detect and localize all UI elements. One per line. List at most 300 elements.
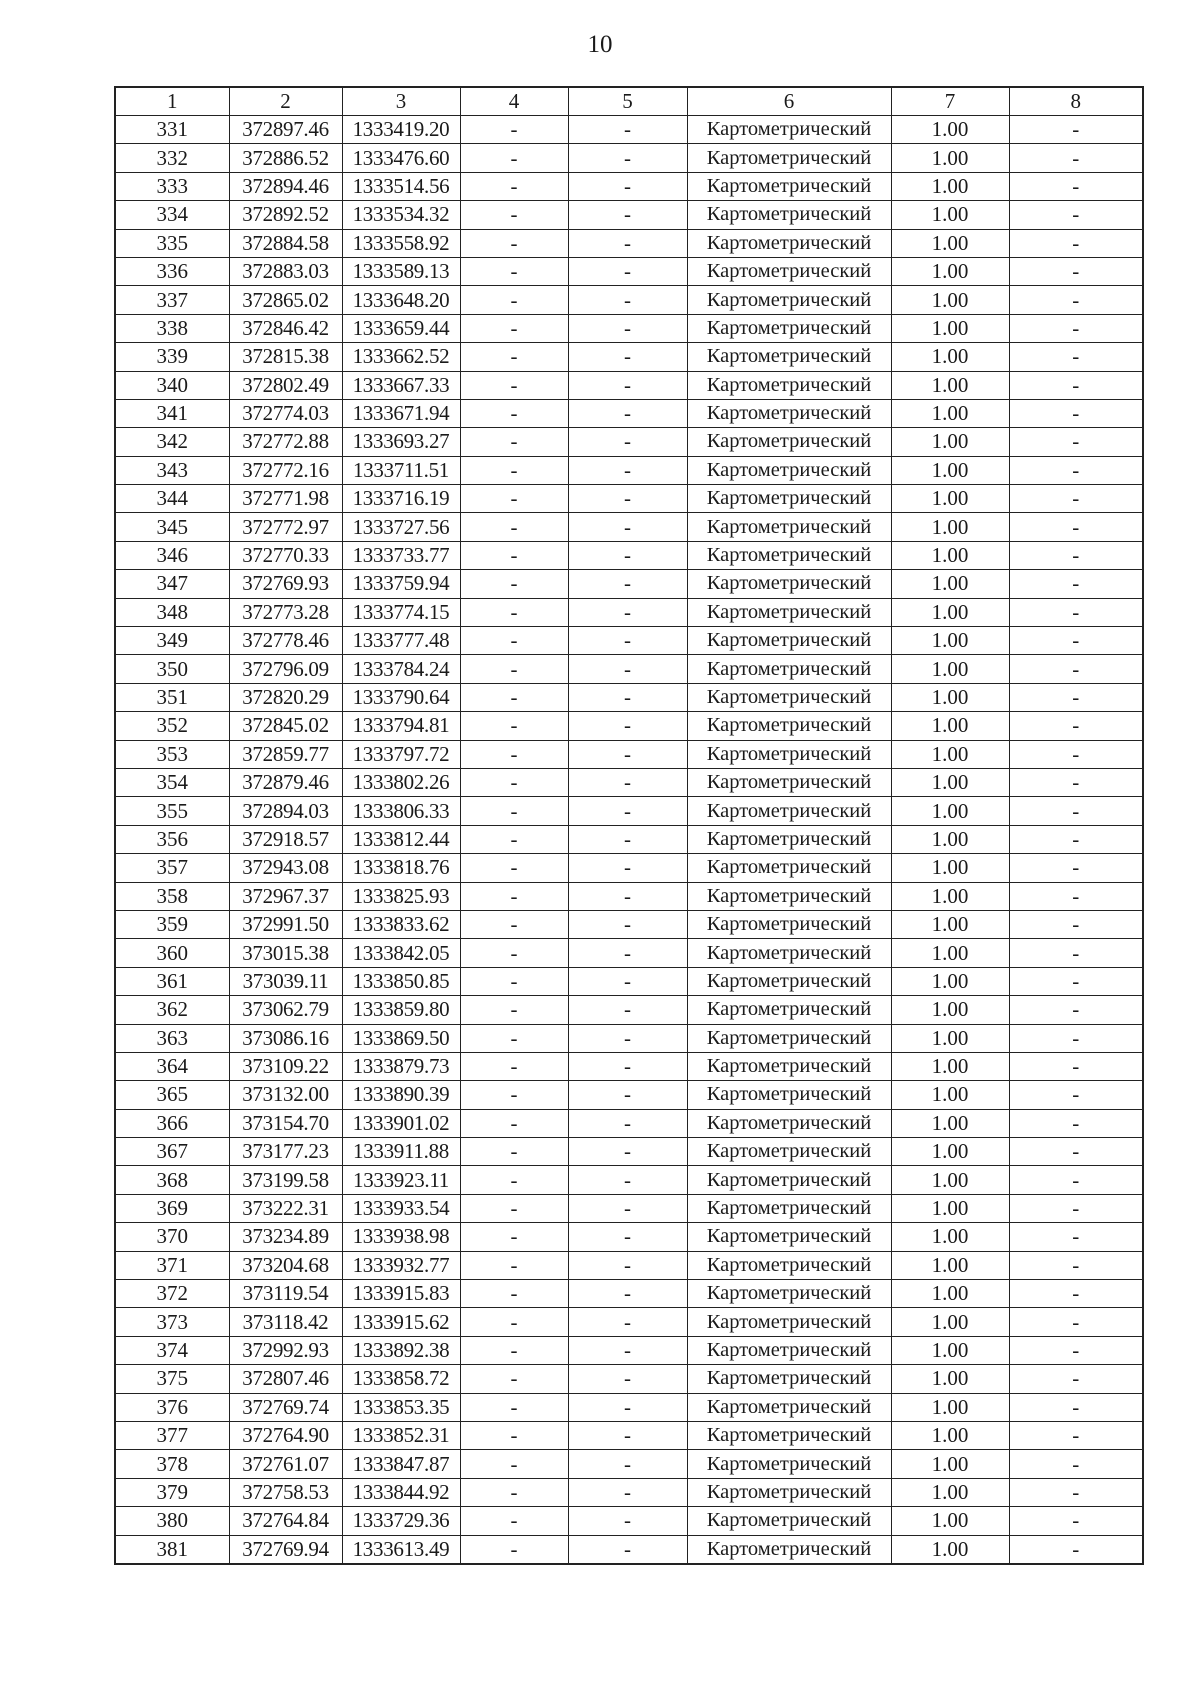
precision-cell: 1.00: [891, 314, 1009, 342]
coord-y-cell: 1333777.48: [342, 627, 460, 655]
coord-x-cell: 373199.58: [229, 1166, 342, 1194]
precision-cell: 1.00: [891, 1421, 1009, 1449]
coord-x-cell: 372764.90: [229, 1421, 342, 1449]
col-5-cell: -: [568, 1223, 687, 1251]
col-8-cell: -: [1009, 1109, 1143, 1137]
column-header-1: 1: [115, 87, 229, 116]
precision-cell: 1.00: [891, 1535, 1009, 1564]
col-5-cell: -: [568, 996, 687, 1024]
table-row: [115, 740, 1143, 768]
precision-cell: 1.00: [891, 172, 1009, 200]
table-row: [115, 144, 1143, 172]
col-8-cell: -: [1009, 1166, 1143, 1194]
precision-cell: 1.00: [891, 541, 1009, 569]
point-number-cell: 377: [115, 1421, 229, 1449]
col-8-cell: -: [1009, 1308, 1143, 1336]
coord-y-cell: 1333589.13: [342, 257, 460, 285]
point-number-cell: 350: [115, 655, 229, 683]
point-number-cell: 339: [115, 343, 229, 371]
coord-x-cell: 372815.38: [229, 343, 342, 371]
col-5-cell: -: [568, 1507, 687, 1535]
col-8-cell: -: [1009, 598, 1143, 626]
col-4-cell: -: [460, 1535, 568, 1564]
point-number-cell: 375: [115, 1365, 229, 1393]
col-8-cell: -: [1009, 513, 1143, 541]
col-8-cell: -: [1009, 1024, 1143, 1052]
col-8-cell: -: [1009, 428, 1143, 456]
point-number-cell: 365: [115, 1081, 229, 1109]
coord-y-cell: 1333915.62: [342, 1308, 460, 1336]
table-row: [115, 967, 1143, 995]
method-cell: Картометрический: [687, 655, 891, 683]
col-8-cell: -: [1009, 570, 1143, 598]
precision-cell: 1.00: [891, 1138, 1009, 1166]
col-8-cell: -: [1009, 541, 1143, 569]
point-number-cell: 372: [115, 1280, 229, 1308]
point-number-cell: 338: [115, 314, 229, 342]
table-row: [115, 116, 1143, 144]
coord-y-cell: 1333693.27: [342, 428, 460, 456]
method-cell: Картометрический: [687, 343, 891, 371]
point-number-cell: 354: [115, 768, 229, 796]
table-row: [115, 712, 1143, 740]
table-row: [115, 343, 1143, 371]
precision-cell: 1.00: [891, 1081, 1009, 1109]
coord-y-cell: 1333859.80: [342, 996, 460, 1024]
coord-x-cell: 372796.09: [229, 655, 342, 683]
coord-x-cell: 373222.31: [229, 1194, 342, 1222]
table-row: [115, 1109, 1143, 1137]
point-number-cell: 380: [115, 1507, 229, 1535]
coord-y-cell: 1333729.36: [342, 1507, 460, 1535]
table-row: [115, 1194, 1143, 1222]
col-4-cell: -: [460, 1223, 568, 1251]
method-cell: Картометрический: [687, 910, 891, 938]
col-4-cell: -: [460, 825, 568, 853]
col-5-cell: -: [568, 513, 687, 541]
table-row: [115, 825, 1143, 853]
column-header-3: 3: [342, 87, 460, 116]
col-4-cell: -: [460, 1280, 568, 1308]
col-8-cell: -: [1009, 144, 1143, 172]
col-8-cell: -: [1009, 201, 1143, 229]
point-number-cell: 336: [115, 257, 229, 285]
column-header-8: 8: [1009, 87, 1143, 116]
column-header-5: 5: [568, 87, 687, 116]
col-5-cell: -: [568, 1308, 687, 1336]
table-row: [115, 257, 1143, 285]
table-row: [115, 683, 1143, 711]
method-cell: Картометрический: [687, 257, 891, 285]
table-header-row: [115, 87, 1143, 116]
coord-y-cell: 1333869.50: [342, 1024, 460, 1052]
coord-x-cell: 372771.98: [229, 485, 342, 513]
col-5-cell: -: [568, 1478, 687, 1506]
point-number-cell: 366: [115, 1109, 229, 1137]
coord-x-cell: 372967.37: [229, 882, 342, 910]
col-5-cell: -: [568, 967, 687, 995]
coord-y-cell: 1333711.51: [342, 456, 460, 484]
precision-cell: 1.00: [891, 229, 1009, 257]
table-row: [115, 1450, 1143, 1478]
col-4-cell: -: [460, 996, 568, 1024]
precision-cell: 1.00: [891, 1251, 1009, 1279]
col-5-cell: -: [568, 1336, 687, 1364]
point-number-cell: 332: [115, 144, 229, 172]
precision-cell: 1.00: [891, 1365, 1009, 1393]
coord-x-cell: 372992.93: [229, 1336, 342, 1364]
col-5-cell: -: [568, 768, 687, 796]
table-body: [115, 116, 1143, 1564]
method-cell: Картометрический: [687, 1138, 891, 1166]
col-8-cell: -: [1009, 1421, 1143, 1449]
table-row: [115, 768, 1143, 796]
col-5-cell: -: [568, 910, 687, 938]
coord-x-cell: 372769.93: [229, 570, 342, 598]
col-4-cell: -: [460, 1024, 568, 1052]
method-cell: Картометрический: [687, 1421, 891, 1449]
coord-x-cell: 372820.29: [229, 683, 342, 711]
table-row: [115, 399, 1143, 427]
point-number-cell: 337: [115, 286, 229, 314]
col-8-cell: -: [1009, 1336, 1143, 1364]
point-number-cell: 347: [115, 570, 229, 598]
col-4-cell: -: [460, 541, 568, 569]
col-8-cell: -: [1009, 627, 1143, 655]
col-5-cell: -: [568, 257, 687, 285]
col-5-cell: -: [568, 399, 687, 427]
method-cell: Картометрический: [687, 1365, 891, 1393]
col-5-cell: -: [568, 1421, 687, 1449]
col-4-cell: -: [460, 201, 568, 229]
col-8-cell: -: [1009, 683, 1143, 711]
precision-cell: 1.00: [891, 1393, 1009, 1421]
col-8-cell: -: [1009, 1138, 1143, 1166]
table-row: [115, 627, 1143, 655]
coord-y-cell: 1333790.64: [342, 683, 460, 711]
precision-cell: 1.00: [891, 768, 1009, 796]
col-8-cell: -: [1009, 172, 1143, 200]
col-4-cell: -: [460, 882, 568, 910]
coord-x-cell: 372772.16: [229, 456, 342, 484]
method-cell: Картометрический: [687, 825, 891, 853]
coord-x-cell: 372802.49: [229, 371, 342, 399]
method-cell: Картометрический: [687, 1109, 891, 1137]
point-number-cell: 374: [115, 1336, 229, 1364]
coord-y-cell: 1333648.20: [342, 286, 460, 314]
precision-cell: 1.00: [891, 655, 1009, 683]
col-4-cell: -: [460, 797, 568, 825]
col-4-cell: -: [460, 768, 568, 796]
coord-x-cell: 372883.03: [229, 257, 342, 285]
method-cell: Картометрический: [687, 768, 891, 796]
col-8-cell: -: [1009, 1280, 1143, 1308]
col-5-cell: -: [568, 598, 687, 626]
coord-x-cell: 373015.38: [229, 939, 342, 967]
precision-cell: 1.00: [891, 116, 1009, 144]
coord-y-cell: 1333662.52: [342, 343, 460, 371]
precision-cell: 1.00: [891, 1223, 1009, 1251]
coord-x-cell: 372991.50: [229, 910, 342, 938]
table-row: [115, 1251, 1143, 1279]
col-4-cell: -: [460, 1507, 568, 1535]
method-cell: Картометрический: [687, 1336, 891, 1364]
table-row: [115, 1421, 1143, 1449]
coord-x-cell: 372764.84: [229, 1507, 342, 1535]
col-4-cell: -: [460, 314, 568, 342]
precision-cell: 1.00: [891, 371, 1009, 399]
coord-y-cell: 1333797.72: [342, 740, 460, 768]
precision-cell: 1.00: [891, 286, 1009, 314]
col-4-cell: -: [460, 598, 568, 626]
method-cell: Картометрический: [687, 286, 891, 314]
table-row: [115, 598, 1143, 626]
col-5-cell: -: [568, 116, 687, 144]
col-4-cell: -: [460, 428, 568, 456]
col-5-cell: -: [568, 201, 687, 229]
method-cell: Картометрический: [687, 485, 891, 513]
table-row: [115, 910, 1143, 938]
point-number-cell: 369: [115, 1194, 229, 1222]
col-5-cell: -: [568, 825, 687, 853]
table-row: [115, 428, 1143, 456]
col-5-cell: -: [568, 1166, 687, 1194]
coord-x-cell: 372845.02: [229, 712, 342, 740]
coord-y-cell: 1333419.20: [342, 116, 460, 144]
coord-y-cell: 1333833.62: [342, 910, 460, 938]
point-number-cell: 349: [115, 627, 229, 655]
coord-x-cell: 373132.00: [229, 1081, 342, 1109]
col-5-cell: -: [568, 1280, 687, 1308]
coord-x-cell: 373154.70: [229, 1109, 342, 1137]
coord-y-cell: 1333911.88: [342, 1138, 460, 1166]
coord-x-cell: 372807.46: [229, 1365, 342, 1393]
precision-cell: 1.00: [891, 570, 1009, 598]
col-4-cell: -: [460, 1450, 568, 1478]
precision-cell: 1.00: [891, 996, 1009, 1024]
col-5-cell: -: [568, 570, 687, 598]
precision-cell: 1.00: [891, 740, 1009, 768]
coord-x-cell: 372894.03: [229, 797, 342, 825]
point-number-cell: 370: [115, 1223, 229, 1251]
method-cell: Картометрический: [687, 513, 891, 541]
method-cell: Картометрический: [687, 1052, 891, 1080]
col-8-cell: -: [1009, 939, 1143, 967]
coord-y-cell: 1333879.73: [342, 1052, 460, 1080]
col-4-cell: -: [460, 1365, 568, 1393]
col-8-cell: -: [1009, 257, 1143, 285]
coord-y-cell: 1333844.92: [342, 1478, 460, 1506]
table-row: [115, 882, 1143, 910]
table-row: [115, 1393, 1143, 1421]
precision-cell: 1.00: [891, 201, 1009, 229]
table-row: [115, 371, 1143, 399]
col-4-cell: -: [460, 910, 568, 938]
col-5-cell: -: [568, 1365, 687, 1393]
table-row: [115, 485, 1143, 513]
method-cell: Картометрический: [687, 882, 891, 910]
precision-cell: 1.00: [891, 683, 1009, 711]
method-cell: Картометрический: [687, 1478, 891, 1506]
point-number-cell: 360: [115, 939, 229, 967]
col-8-cell: -: [1009, 399, 1143, 427]
col-4-cell: -: [460, 939, 568, 967]
coord-y-cell: 1333759.94: [342, 570, 460, 598]
point-number-cell: 363: [115, 1024, 229, 1052]
precision-cell: 1.00: [891, 456, 1009, 484]
column-header-6: 6: [687, 87, 891, 116]
point-number-cell: 342: [115, 428, 229, 456]
method-cell: Картометрический: [687, 314, 891, 342]
col-8-cell: -: [1009, 910, 1143, 938]
precision-cell: 1.00: [891, 399, 1009, 427]
method-cell: Картометрический: [687, 1166, 891, 1194]
point-number-cell: 371: [115, 1251, 229, 1279]
coord-x-cell: 373118.42: [229, 1308, 342, 1336]
point-number-cell: 353: [115, 740, 229, 768]
method-cell: Картометрический: [687, 797, 891, 825]
point-number-cell: 379: [115, 1478, 229, 1506]
coord-y-cell: 1333890.39: [342, 1081, 460, 1109]
point-number-cell: 351: [115, 683, 229, 711]
coord-y-cell: 1333802.26: [342, 768, 460, 796]
col-8-cell: -: [1009, 1365, 1143, 1393]
point-number-cell: 334: [115, 201, 229, 229]
method-cell: Картометрический: [687, 1251, 891, 1279]
coord-x-cell: 372892.52: [229, 201, 342, 229]
method-cell: Картометрический: [687, 172, 891, 200]
method-cell: Картометрический: [687, 371, 891, 399]
precision-cell: 1.00: [891, 882, 1009, 910]
coord-x-cell: 373204.68: [229, 1251, 342, 1279]
col-8-cell: -: [1009, 797, 1143, 825]
col-8-cell: -: [1009, 1251, 1143, 1279]
coord-x-cell: 372884.58: [229, 229, 342, 257]
coord-x-cell: 372846.42: [229, 314, 342, 342]
method-cell: Картометрический: [687, 1280, 891, 1308]
col-5-cell: -: [568, 1052, 687, 1080]
col-5-cell: -: [568, 1393, 687, 1421]
coord-y-cell: 1333727.56: [342, 513, 460, 541]
coord-x-cell: 373039.11: [229, 967, 342, 995]
precision-cell: 1.00: [891, 598, 1009, 626]
point-number-cell: 356: [115, 825, 229, 853]
col-8-cell: -: [1009, 371, 1143, 399]
col-4-cell: -: [460, 683, 568, 711]
col-4-cell: -: [460, 1109, 568, 1137]
col-8-cell: -: [1009, 343, 1143, 371]
precision-cell: 1.00: [891, 1507, 1009, 1535]
table-row: [115, 1336, 1143, 1364]
coord-y-cell: 1333938.98: [342, 1223, 460, 1251]
method-cell: Картометрический: [687, 201, 891, 229]
point-number-cell: 359: [115, 910, 229, 938]
col-4-cell: -: [460, 1336, 568, 1364]
table-row: [115, 1308, 1143, 1336]
col-4-cell: -: [460, 967, 568, 995]
table-row: [115, 456, 1143, 484]
precision-cell: 1.00: [891, 343, 1009, 371]
col-8-cell: -: [1009, 1081, 1143, 1109]
coord-y-cell: 1333853.35: [342, 1393, 460, 1421]
point-number-cell: 345: [115, 513, 229, 541]
col-4-cell: -: [460, 144, 568, 172]
point-number-cell: 373: [115, 1308, 229, 1336]
coord-y-cell: 1333842.05: [342, 939, 460, 967]
col-8-cell: -: [1009, 1507, 1143, 1535]
col-8-cell: -: [1009, 712, 1143, 740]
col-4-cell: -: [460, 286, 568, 314]
point-number-cell: 381: [115, 1535, 229, 1564]
col-4-cell: -: [460, 399, 568, 427]
table-row: [115, 996, 1143, 1024]
column-header-2: 2: [229, 87, 342, 116]
method-cell: Картометрический: [687, 683, 891, 711]
coord-x-cell: 372761.07: [229, 1450, 342, 1478]
precision-cell: 1.00: [891, 1308, 1009, 1336]
coord-x-cell: 372943.08: [229, 854, 342, 882]
coord-y-cell: 1333901.02: [342, 1109, 460, 1137]
col-5-cell: -: [568, 371, 687, 399]
coord-y-cell: 1333534.32: [342, 201, 460, 229]
col-5-cell: -: [568, 1081, 687, 1109]
method-cell: Картометрический: [687, 116, 891, 144]
col-8-cell: -: [1009, 882, 1143, 910]
col-8-cell: -: [1009, 1535, 1143, 1564]
precision-cell: 1.00: [891, 1024, 1009, 1052]
coord-x-cell: 372918.57: [229, 825, 342, 853]
col-5-cell: -: [568, 683, 687, 711]
point-number-cell: 335: [115, 229, 229, 257]
col-4-cell: -: [460, 627, 568, 655]
col-4-cell: -: [460, 740, 568, 768]
method-cell: Картометрический: [687, 399, 891, 427]
col-5-cell: -: [568, 1251, 687, 1279]
table-row: [115, 1138, 1143, 1166]
col-8-cell: -: [1009, 116, 1143, 144]
coord-y-cell: 1333933.54: [342, 1194, 460, 1222]
col-5-cell: -: [568, 655, 687, 683]
coord-x-cell: 372774.03: [229, 399, 342, 427]
page-number: 10: [587, 31, 613, 58]
coord-x-cell: 372773.28: [229, 598, 342, 626]
coord-y-cell: 1333923.11: [342, 1166, 460, 1194]
point-number-cell: 361: [115, 967, 229, 995]
coord-y-cell: 1333671.94: [342, 399, 460, 427]
method-cell: Картометрический: [687, 541, 891, 569]
col-8-cell: -: [1009, 1194, 1143, 1222]
col-4-cell: -: [460, 655, 568, 683]
col-5-cell: -: [568, 541, 687, 569]
coord-x-cell: 372879.46: [229, 768, 342, 796]
coord-x-cell: 372772.88: [229, 428, 342, 456]
col-4-cell: -: [460, 1138, 568, 1166]
col-8-cell: -: [1009, 1223, 1143, 1251]
method-cell: Картометрический: [687, 939, 891, 967]
coord-y-cell: 1333716.19: [342, 485, 460, 513]
precision-cell: 1.00: [891, 910, 1009, 938]
col-5-cell: -: [568, 882, 687, 910]
precision-cell: 1.00: [891, 1336, 1009, 1364]
table-row: [115, 286, 1143, 314]
col-4-cell: -: [460, 1421, 568, 1449]
method-cell: Картометрический: [687, 428, 891, 456]
col-5-cell: -: [568, 286, 687, 314]
precision-cell: 1.00: [891, 485, 1009, 513]
table-row: [115, 1052, 1143, 1080]
col-5-cell: -: [568, 428, 687, 456]
coord-y-cell: 1333659.44: [342, 314, 460, 342]
